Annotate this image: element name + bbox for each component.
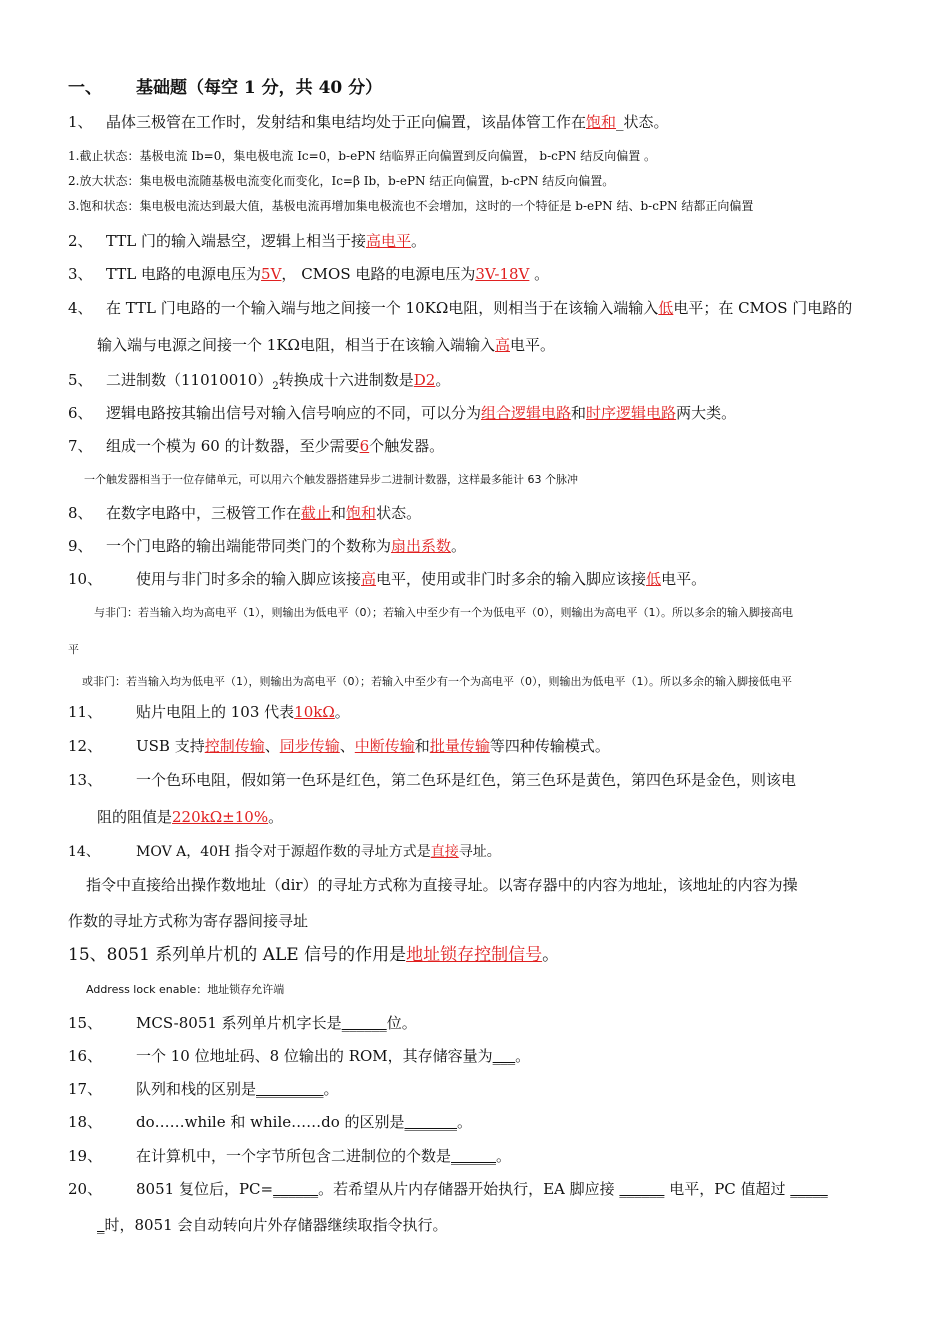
question-1: 1、 晶体三极管在工作时，发射结和集电结均处于正向偏置，该晶体管工作在饱和_状态。 bbox=[68, 113, 669, 131]
question-4: 4、 在 TTL 门电路的一个输入端与地之间接一个 10KΩ电阻，则相当于在该输入端输入低电平；在 CMOS 门电路的 bbox=[68, 299, 853, 317]
question-2: 2、 TTL 门的输入端悬空，逻辑上相当于接高电平。 bbox=[68, 232, 427, 250]
note-10-nand-cont: 平 bbox=[68, 643, 79, 656]
note-10-nor: 或非门：若当输入均为低电平（1），则输出为高电平（0）；若输入中至少有一个为高电平（0），则输出为低电平（1）。所以多余的输入脚接低电平 bbox=[82, 675, 792, 688]
note-15a: Address lock enable：地址锁存允许端 bbox=[86, 983, 285, 996]
question-17: 17、 队列和栈的区别是_________。 bbox=[68, 1080, 339, 1098]
question-13-line2: 阻的阻值是220kΩ±10%。 bbox=[97, 808, 284, 826]
question-20-line2: _时，8051 会自动转向片外存储器继续取指令执行。 bbox=[97, 1216, 448, 1234]
note-10-nand: 与非门：若当输入均为高电平（1），则输出为低电平（0）；若输入中至少有一个为低电平（0），则输出为高电平（1）。所以多余的输入脚接高电 bbox=[94, 606, 793, 619]
note-14-line2: 作数的寻址方式称为寄存器间接寻址 bbox=[68, 912, 309, 930]
question-19: 19、 在计算机中，一个字节所包含二进制位的个数是______。 bbox=[68, 1147, 512, 1165]
question-6: 6、 逻辑电路按其输出信号对输入信号响应的不同，可以分为组合逻辑电路和时序逻辑电路两大类。 bbox=[68, 404, 737, 422]
question-18: 18、 do……while 和 while……do 的区别是_______。 bbox=[68, 1113, 473, 1131]
question-16: 16、 一个 10 位地址码、8 位输出的 ROM，其存储容量为___。 bbox=[68, 1047, 531, 1065]
section-title: 一、 基础题（每空 1 分，共 40 分） bbox=[68, 78, 383, 98]
question-5: 5、 二进制数$(11010010)_2$转换成十六进制数是D2。 bbox=[68, 371, 451, 392]
question-12: 12、 USB 支持控制传输、同步传输、中断传输和批量传输等四种传输模式。 bbox=[68, 737, 610, 755]
question-10: 10、 使用与非门时多余的输入脚应该接高电平，使用或非门时多余的输入脚应该接低电平。 bbox=[68, 570, 707, 588]
question-15b: 15、 MCS-8051 系列单片机字长是______位。 bbox=[68, 1014, 417, 1032]
note-7: 一个触发器相当于一位存储单元，可以用六个触发器搭建异步二进制计数器，这样最多能计 63 个脉冲 bbox=[84, 473, 578, 486]
note-14-line1: 指令中直接给出操作数地址（dir）的寻址方式称为直接寻址。以寄存器中的内容为地址，该地址的内容为操 bbox=[86, 876, 798, 894]
question-13: 13、 一个色环电阻，假如第一色环是红色，第二色环是红色，第三色环是黄色，第四色环是金色，则该电 bbox=[68, 771, 797, 789]
question-4-line2: 输入端与电源之间接一个 1KΩ电阻，相当于在该输入端输入高电平。 bbox=[97, 336, 555, 354]
question-8: 8、 在数字电路中，三极管工作在截止和饱和状态。 bbox=[68, 504, 422, 522]
question-11: 11、 贴片电阻上的 103 代表10kΩ。 bbox=[68, 703, 350, 721]
answer-1: 饱和 bbox=[586, 113, 617, 131]
question-15a: 15、8051 系列单片机的 ALE 信号的作用是地址锁存控制信号。 bbox=[68, 945, 560, 965]
question-3: 3、 TTL 电路的电源电压为5V， CMOS 电路的电源电压为3V-18V 。 bbox=[68, 265, 550, 283]
question-7: 7、 组成一个模为 60 的计数器，至少需要6个触发器。 bbox=[68, 437, 445, 455]
note-1-saturation: 3.饱和状态：集电极电流达到最大值，基极电流再增加集电极流也不会增加，这时的一个特征是 b-ePN 结、b-cPN 结都正向偏置 bbox=[68, 199, 754, 213]
note-1-amplify: 2.放大状态：集电极电流随基极电流变化而变化，Ic=β Ib，b-ePN 结正向偏置，b-cPN 结反向偏置。 bbox=[68, 174, 615, 188]
question-14: 14、 MOV A，40H 指令对于源超作数的寻址方式是直接寻址。 bbox=[68, 844, 501, 860]
question-20: 20、 8051 复位后，PC=______。若希望从片内存储器开始执行，EA 脚应接 ______ 电平，PC 值超过 _____ bbox=[68, 1180, 828, 1198]
question-9: 9、 一个门电路的输出端能带同类门的个数称为扇出系数。 bbox=[68, 537, 467, 555]
note-1-cutoff: 1.截止状态：基极电流 Ib=0，集电极电流 Ic=0，b-ePN 结临界正向偏置到反向偏置， b-cPN 结反向偏置 。 bbox=[68, 149, 657, 163]
